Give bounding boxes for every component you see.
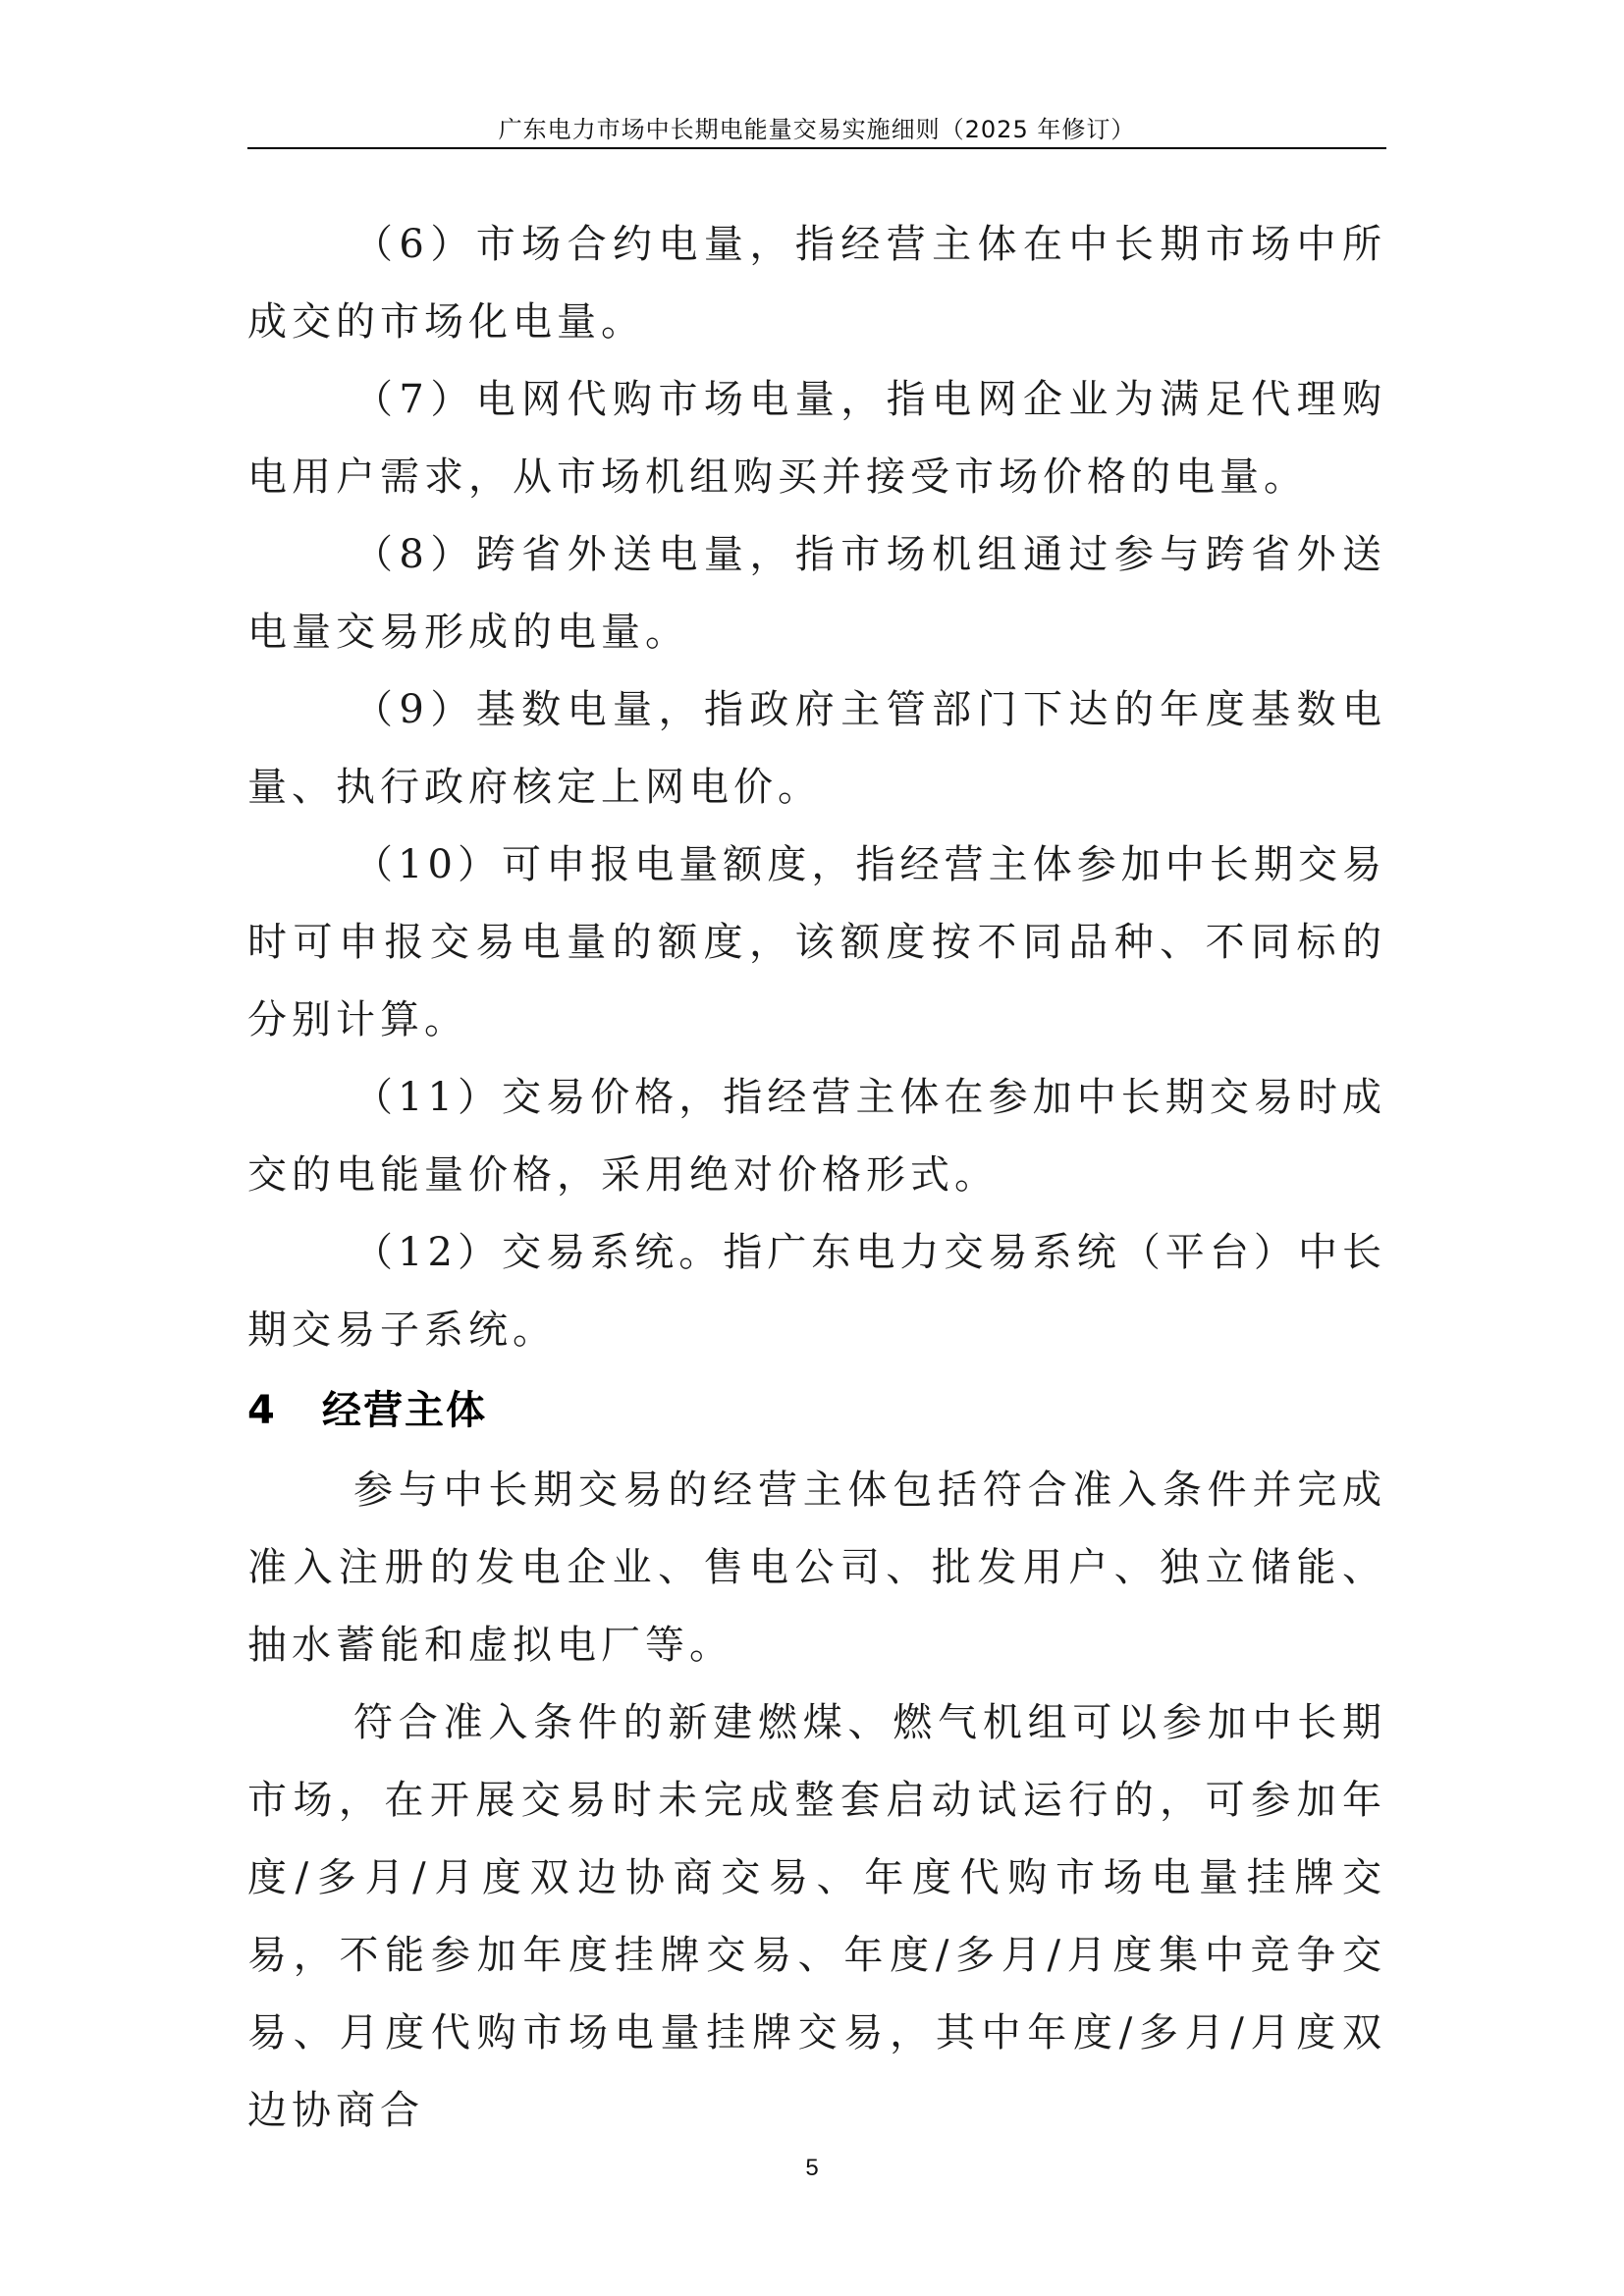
paragraph: （8）跨省外送电量，指市场机组通过参与跨省外送电量交易形成的电量。 [247, 532, 1386, 655]
header-rule [247, 147, 1386, 149]
paragraph: （10）可申报电量额度，指经营主体参加中长期交易时可申报交易电量的额度，该额度按不同品种、不同标的分别计算。 [247, 842, 1386, 1042]
paragraph: 符合准入条件的新建燃煤、燃气机组可以参加中长期市场，在开展交易时未完成整套启动试运行的，可参加年度/多月/月度双边协商交易、年度代购市场电量挂牌交易，不能参加年度挂牌交易、年度/多月/月度集中竞争交易、月度代购市场电量挂牌交易，其中年度/多月/月度双边协商合 [247, 1700, 1386, 2133]
paragraph: （11）交易价格，指经营主体在参加中长期交易时成交的电能量价格，采用绝对价格形式。 [247, 1075, 1386, 1198]
section-heading [247, 1369, 1386, 1452]
paragraph: （7）电网代购市场电量，指电网企业为满足代理购电用户需求，从市场机组购买并接受市场价格的电量。 [247, 377, 1386, 500]
body-text [247, 206, 1386, 2150]
section-number: 4 [247, 1388, 277, 1433]
paragraph: （12）交易系统。指广东电力交易系统（平台）中长期交易子系统。 [247, 1230, 1386, 1353]
section-title: 经营主体 [322, 1388, 487, 1433]
running-header: 广东电力市场中长期电能量交易实施细则（2025 年修订） [498, 116, 1136, 143]
page-number: 5 [805, 2155, 819, 2181]
paragraph: （9）基数电量，指政府主管部门下达的年度基数电量、执行政府核定上网电价。 [247, 687, 1386, 810]
paragraph: （6）市场合约电量，指经营主体在中长期市场中所成交的市场化电量。 [247, 222, 1386, 345]
paragraph: 参与中长期交易的经营主体包括符合准入条件并完成准入注册的发电企业、售电公司、批发用户、独立储能、抽水蓄能和虚拟电厂等。 [247, 1468, 1386, 1668]
